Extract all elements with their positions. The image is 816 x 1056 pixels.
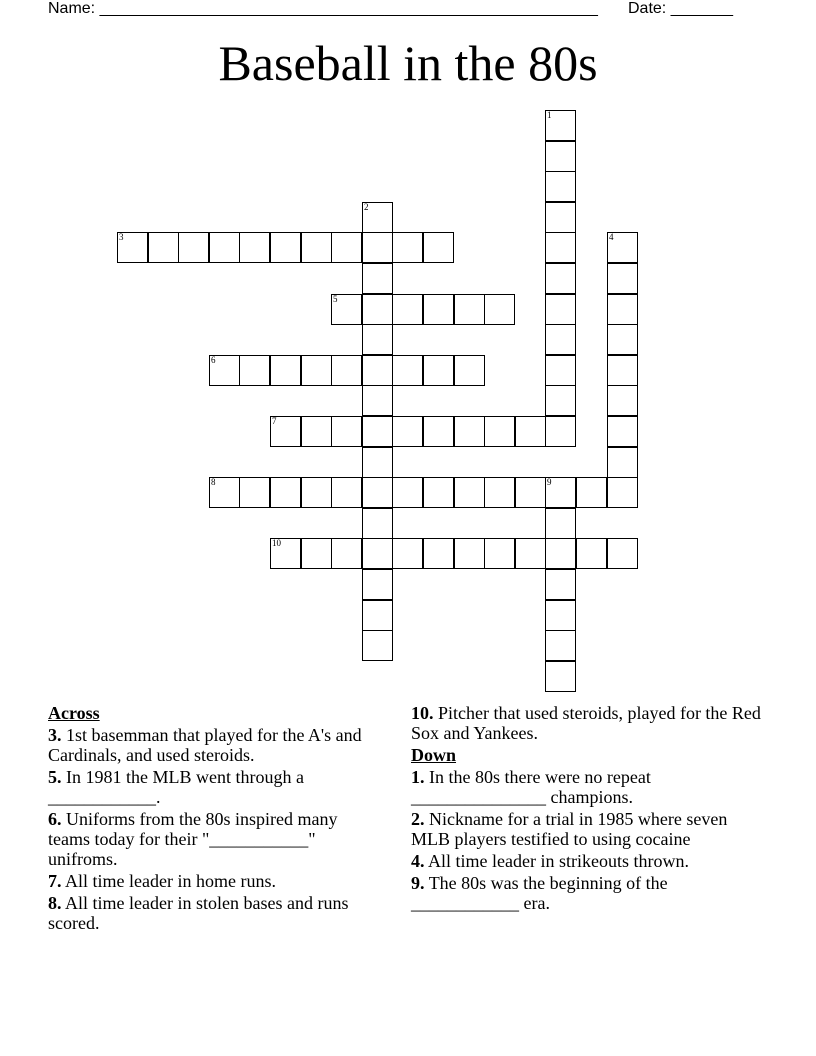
clue-number: 8. [48, 893, 62, 913]
clues-left-column [48, 703, 378, 935]
clue-number: 7. [48, 871, 62, 891]
crossword-cell[interactable] [423, 355, 454, 386]
cell-number: 8 [211, 477, 216, 487]
crossword-cell[interactable] [362, 477, 393, 508]
crossword-cell[interactable] [270, 538, 301, 569]
crossword-cell[interactable] [545, 263, 576, 294]
crossword-cell[interactable] [607, 355, 638, 386]
clue-number: 3. [48, 725, 62, 745]
crossword-cell[interactable] [484, 416, 515, 447]
clue-number: 9. [411, 873, 425, 893]
cell-number: 2 [364, 202, 369, 212]
date-field-label: Date: _______ [628, 0, 733, 17]
crossword-cell[interactable] [454, 538, 485, 569]
crossword-cell[interactable] [545, 630, 576, 661]
clue-number: 5. [48, 767, 62, 787]
cell-number: 10 [272, 538, 281, 548]
down-heading: Down [411, 745, 457, 765]
clue-down-4 [411, 851, 761, 871]
page-title: Baseball in the 80s [218, 35, 598, 91]
crossword-cell[interactable] [423, 232, 454, 263]
crossword-cell[interactable] [607, 263, 638, 294]
crossword-cell[interactable] [607, 447, 638, 478]
clue-down-1 [411, 767, 761, 807]
crossword-cell[interactable] [239, 477, 270, 508]
clue-text: All time leader in home runs. [65, 871, 276, 891]
crossword-cell[interactable] [515, 477, 546, 508]
crossword-cell[interactable] [392, 355, 423, 386]
clue-text: Nickname for a trial in 1985 where seven MLB players testified to using cocaine [411, 809, 728, 849]
crossword-cell[interactable] [270, 232, 301, 263]
crossword-cell[interactable] [301, 477, 332, 508]
crossword-cell[interactable] [362, 385, 393, 416]
crossword-cell[interactable] [239, 232, 270, 263]
cell-number: 9 [547, 477, 552, 487]
crossword-cell[interactable] [301, 355, 332, 386]
crossword-cell[interactable] [545, 508, 576, 539]
crossword-cell[interactable] [331, 538, 362, 569]
crossword-cell[interactable] [209, 355, 240, 386]
crossword-cell[interactable] [515, 538, 546, 569]
crossword-cell[interactable] [362, 630, 393, 661]
crossword-cell[interactable] [423, 294, 454, 325]
crossword-cell[interactable] [454, 477, 485, 508]
crossword-cell[interactable] [545, 110, 576, 141]
clue-text: Uniforms from the 80s inspired many teams today for their "___________" unifroms. [48, 809, 338, 869]
crossword-cell[interactable] [362, 508, 393, 539]
crossword-cell[interactable] [545, 661, 576, 692]
crossword-cell[interactable] [362, 447, 393, 478]
clue-across-8 [48, 893, 378, 933]
crossword-cell[interactable] [270, 355, 301, 386]
crossword-cell[interactable] [454, 416, 485, 447]
crossword-cell[interactable] [423, 477, 454, 508]
crossword-cell[interactable] [270, 416, 301, 447]
crossword-cell[interactable] [362, 202, 393, 233]
clue-text: All time leader in stolen bases and runs scored. [48, 893, 349, 933]
clue-text: All time leader in strikeouts thrown. [428, 851, 689, 871]
clue-across-3 [48, 725, 378, 765]
crossword-cell[interactable] [392, 294, 423, 325]
crossword-cell[interactable] [331, 477, 362, 508]
clue-text: 1st basemman that played for the A's and Cardinals, and used steroids. [48, 725, 362, 765]
crossword-cell[interactable] [545, 171, 576, 202]
crossword-cell[interactable] [607, 232, 638, 263]
cell-number: 1 [547, 110, 552, 120]
crossword-cell[interactable] [484, 538, 515, 569]
crossword-cell[interactable] [484, 294, 515, 325]
crossword-cell[interactable] [545, 355, 576, 386]
crossword-cell[interactable] [331, 232, 362, 263]
clue-text: The 80s was the beginning of the ____________ era. [411, 873, 668, 913]
crossword-cell[interactable] [362, 569, 393, 600]
crossword-cell[interactable] [545, 416, 576, 447]
crossword-cell[interactable] [117, 232, 148, 263]
crossword-cell[interactable] [607, 538, 638, 569]
crossword-cell[interactable] [545, 569, 576, 600]
crossword-cell[interactable] [362, 294, 393, 325]
crossword-cell[interactable] [545, 538, 576, 569]
crossword-cell[interactable] [545, 324, 576, 355]
crossword-cell[interactable] [301, 538, 332, 569]
crossword-cell[interactable] [545, 202, 576, 233]
clue-text: Pitcher that used steroids, played for the Red Sox and Yankees. [411, 703, 761, 743]
crossword-cell[interactable] [607, 477, 638, 508]
crossword-cell[interactable] [607, 416, 638, 447]
crossword-cell[interactable] [362, 416, 393, 447]
clue-number: 10. [411, 703, 434, 723]
crossword-cell[interactable] [454, 294, 485, 325]
crossword-cell[interactable] [484, 477, 515, 508]
crossword-cell[interactable] [362, 600, 393, 631]
clue-number: 2. [411, 809, 425, 829]
clue-number: 6. [48, 809, 62, 829]
across-heading: Across [48, 703, 100, 723]
clue-number: 1. [411, 767, 425, 787]
crossword-cell[interactable] [362, 355, 393, 386]
crossword-cell[interactable] [392, 477, 423, 508]
cell-number: 3 [119, 232, 124, 242]
crossword-cell[interactable] [301, 416, 332, 447]
crossword-cell[interactable] [545, 385, 576, 416]
crossword-cell[interactable] [331, 416, 362, 447]
crossword-cell[interactable] [607, 385, 638, 416]
crossword-cell[interactable] [607, 324, 638, 355]
crossword-cell[interactable] [545, 477, 576, 508]
clue-across-6 [48, 809, 378, 869]
crossword-cell[interactable] [576, 477, 607, 508]
crossword-cell[interactable] [545, 232, 576, 263]
crossword-cell[interactable] [515, 416, 546, 447]
clues-right-column [411, 703, 761, 915]
clue-across-10 [411, 703, 761, 743]
crossword-cell[interactable] [454, 355, 485, 386]
crossword-cell[interactable] [362, 232, 393, 263]
crossword-cell[interactable] [362, 324, 393, 355]
crossword-cell[interactable] [423, 416, 454, 447]
crossword-cell[interactable] [178, 232, 209, 263]
crossword-cell[interactable] [362, 538, 393, 569]
crossword-cell[interactable] [545, 600, 576, 631]
cell-number: 4 [609, 232, 614, 242]
crossword-cell[interactable] [239, 355, 270, 386]
crossword-cell[interactable] [392, 538, 423, 569]
cell-number: 6 [211, 355, 216, 365]
crossword-cell[interactable] [607, 294, 638, 325]
crossword-cell[interactable] [209, 477, 240, 508]
clue-across-7 [48, 871, 378, 891]
crossword-cell[interactable] [392, 232, 423, 263]
crossword-cell[interactable] [392, 416, 423, 447]
crossword-cell[interactable] [331, 355, 362, 386]
cell-number: 5 [333, 294, 338, 304]
clue-text: In the 80s there were no repeat _______________ champions. [411, 767, 651, 807]
crossword-cell[interactable] [301, 232, 332, 263]
crossword-cell[interactable] [331, 294, 362, 325]
crossword-cell[interactable] [423, 538, 454, 569]
clue-down-9 [411, 873, 761, 913]
crossword-cell[interactable] [545, 294, 576, 325]
clue-down-2 [411, 809, 761, 849]
crossword-cell[interactable] [270, 477, 301, 508]
crossword-cell[interactable] [148, 232, 179, 263]
cell-number: 7 [272, 416, 277, 426]
clue-text: In 1981 the MLB went through a ____________. [48, 767, 304, 807]
crossword-cell[interactable] [576, 538, 607, 569]
crossword-cell[interactable] [209, 232, 240, 263]
crossword-cell[interactable] [362, 263, 393, 294]
clue-across-5 [48, 767, 378, 807]
crossword-cell[interactable] [545, 141, 576, 172]
clue-number: 4. [411, 851, 425, 871]
name-field-label: Name: ________________________________________________________ [48, 0, 598, 17]
